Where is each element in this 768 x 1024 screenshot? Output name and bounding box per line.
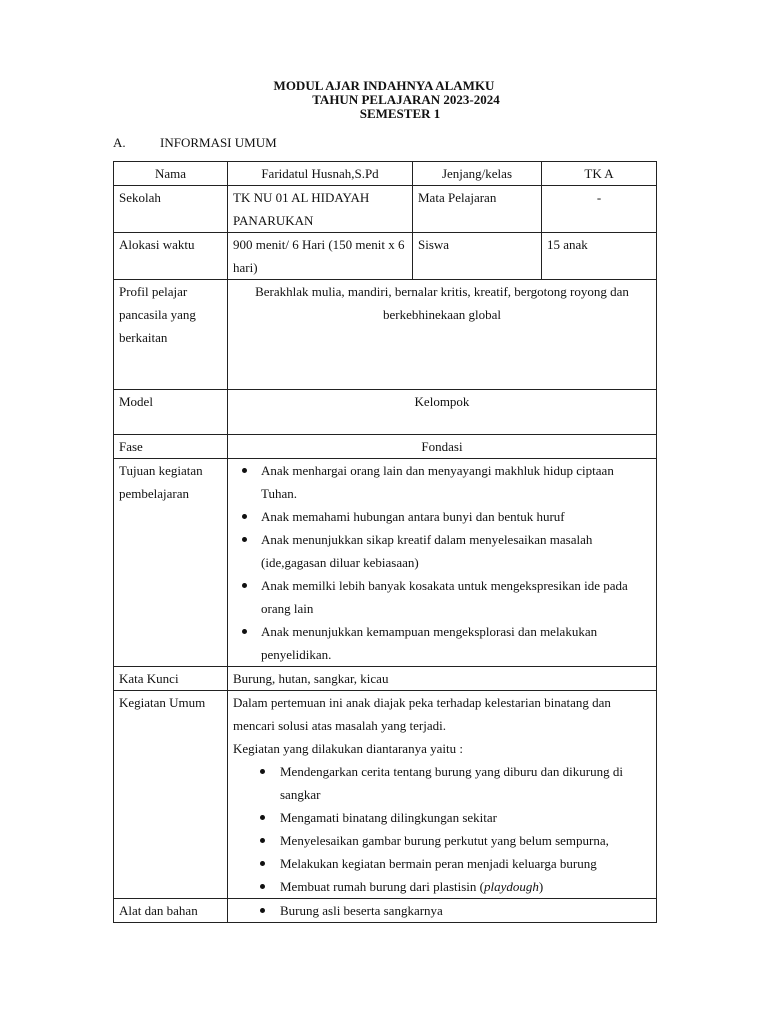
mapel-value: - — [542, 186, 657, 233]
alat-label: Alat dan bahan — [114, 899, 228, 923]
section-heading — [113, 135, 277, 151]
fase-value: Fondasi — [228, 435, 657, 459]
list-item: Menyelesaikan gambar burung perkutut yang belum sempurna, — [233, 829, 651, 852]
profil-label: Profil pelajar pancasila yang berkaitan — [114, 280, 228, 390]
list-item: Mengamati binatang dilingkungan sekitar — [233, 806, 651, 829]
kegiatan-last-italic: playdough — [484, 879, 539, 894]
list-item: Mendengarkan cerita tentang burung yang diburu dan dikurung di sangkar — [233, 760, 651, 806]
jenjang-label: Jenjang/kelas — [413, 162, 542, 186]
tujuan-cell — [228, 459, 657, 667]
siswa-value: 15 anak — [542, 233, 657, 280]
list-item: Anak menhargai orang lain dan menyayangi makhluk hidup ciptaan Tuhan. — [233, 459, 651, 505]
kegiatan-cell — [228, 691, 657, 899]
tujuan-list — [233, 459, 651, 666]
section-letter: A. — [113, 135, 126, 150]
list-item: Anak memilki lebih banyak kosakata untuk mengekspresikan ide pada orang lain — [233, 574, 651, 620]
module-title: MODUL AJAR INDAHNYA ALAMKU — [273, 78, 495, 93]
alokasi-label: Alokasi waktu — [114, 233, 228, 280]
siswa-label: Siswa — [413, 233, 542, 280]
kegiatan-list — [233, 760, 651, 898]
list-item: Anak menunjukkan sikap kreatif dalam menyelesaikan masalah (ide,gagasan diluar kebiasaan) — [233, 528, 651, 574]
model-value: Kelompok — [228, 390, 657, 435]
kegiatan-intro: Dalam pertemuan ini anak diajak peka terhadap kelestarian binatang dan mencari solusi atas masalah yang terjadi. — [233, 695, 611, 733]
nama-value: Faridatul Husnah,S.Pd — [228, 162, 413, 186]
semester: SEMESTER 1 — [359, 106, 441, 121]
list-item: Burung asli beserta sangkarnya — [233, 899, 651, 922]
list-item: Anak menunjukkan kemampuan mengeksplorasi dan melakukan penyelidikan. — [233, 620, 651, 666]
kata-kunci-value: Burung, hutan, sangkar, kicau — [228, 667, 657, 691]
kata-kunci-label: Kata Kunci — [114, 667, 228, 691]
jenjang-value: TK A — [542, 162, 657, 186]
school-year: TAHUN PELAJARAN 2023-2024 — [312, 92, 500, 107]
tujuan-label: Tujuan kegiatan pembelajaran — [114, 459, 228, 667]
kegiatan-last-suffix: ) — [538, 879, 544, 894]
list-item — [233, 875, 651, 898]
kegiatan-last-prefix: Membuat rumah burung dari plastisin ( — [280, 879, 484, 894]
nama-label: Nama — [114, 162, 228, 186]
list-item: Anak memahami hubungan antara bunyi dan bentuk huruf — [233, 505, 651, 528]
mapel-label: Mata Pelajaran — [413, 186, 542, 233]
alokasi-value: 900 menit/ 6 Hari (150 menit x 6 hari) — [228, 233, 413, 280]
model-label: Model — [114, 390, 228, 435]
list-item: Melakukan kegiatan bermain peran menjadi keluarga burung — [233, 852, 651, 875]
kegiatan-label: Kegiatan Umum — [114, 691, 228, 899]
sekolah-value: TK NU 01 AL HIDAYAH PANARUKAN — [228, 186, 413, 233]
alat-cell — [228, 899, 657, 923]
kegiatan-intro2: Kegiatan yang dilakukan diantaranya yaitu : — [233, 741, 463, 756]
info-table — [113, 161, 657, 923]
profil-value: Berakhlak mulia, mandiri, bernalar kritis, kreatif, bergotong royong dan berkebhinekaan global — [228, 280, 657, 390]
section-title: INFORMASI UMUM — [160, 135, 277, 150]
alat-list — [233, 899, 651, 922]
fase-label: Fase — [114, 435, 228, 459]
sekolah-label: Sekolah — [114, 186, 228, 233]
